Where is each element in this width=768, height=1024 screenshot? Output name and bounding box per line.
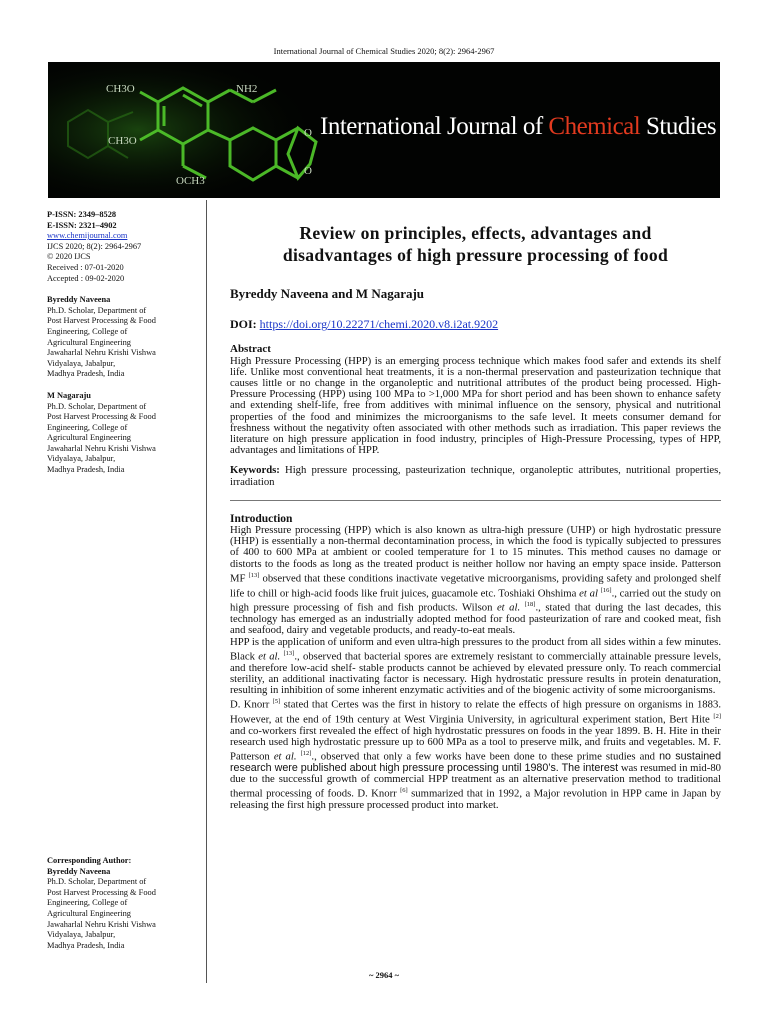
section-rule <box>230 500 721 501</box>
doi-link[interactable]: https://doi.org/10.22271/chemi.2020.v8.i2at.9202 <box>259 317 499 332</box>
molecule-label: OCH3 <box>176 175 205 187</box>
corresponding-author <box>47 856 197 951</box>
keywords: Keywords: High pressure processing, pasteurization technique, organoleptic attributes, nutritional properties, irradiation <box>230 464 721 488</box>
article-title: Review on principles, effects, advantages and disadvantages of high pressure processing of food <box>282 223 669 265</box>
abstract-text: High Pressure Processing (HPP) is an emerging process technique which makes food safer and extends its shelf life. Unlike most conventional heat treatments, it is a non-thermal preservation and pasteurization technique that causes little or no change in the organoleptic and nutritional attributes of the product being processed. High-Pressure Processing (HPP) using 100 MPa to >1,000 MPa for short period and has been shown to enhance safety and extending shelf-life, free from additives with minimal influence on the sensory, physical and nutritional properties of the food and minimizes the microorganisms to the safe level. It meets consumer demand for freshness without the negativity often associated with other methods such as irradiation. This paper reviews the literature on high pressure application in food industry, principles of High-Pressure Processing, types of HPP, advantages and limitations of HPP. <box>230 354 721 457</box>
p-issn: P-ISSN: 2349–8528 <box>47 210 117 219</box>
abstract-section <box>230 344 721 456</box>
doi: DOI: https://doi.org/10.22271/chemi.2020.v8.i2at.9202 <box>230 317 499 332</box>
page-number: ~ 2964 ~ <box>368 970 400 980</box>
journal-website-link[interactable]: www.chemijournal.com <box>47 231 128 241</box>
copyright: © 2020 IJCS <box>47 252 91 262</box>
molecule-label: NH2 <box>236 83 258 95</box>
article-info-sidebar <box>47 210 197 476</box>
molecule-label: O <box>304 127 312 139</box>
accepted-date: Accepted : 09-02-2020 <box>47 273 125 283</box>
column-divider <box>206 200 207 983</box>
introduction-heading: Introduction <box>230 512 293 525</box>
article-body <box>230 222 721 811</box>
corresponding-affiliation: Ph.D. Scholar, Department of Post Harvest Processing & Food Engineering, College of Agricultural Engineering Jawaharlal Nehru Krishi Vishwa Vidyalaya, Jabalpur, Madhya Pradesh, India <box>47 877 156 950</box>
issue-citation: IJCS 2020; 8(2): 2964-2967 <box>47 241 142 251</box>
author-name: Byreddy Naveena <box>47 295 111 305</box>
author-name: M Nagaraju <box>47 390 91 400</box>
intro-paragraph-3: D. Knorr [5] stated that Certes was the first in history to relate the effects of high pressure on organisms in 1883. However, at the end of 19th century at West Virginia University, in agricultural experiment station, Bert Hite [2] and co-workers first revealed the effect of high hydrostatic pressures on foods in the year 1899. B. H. Hite in their research used high hydrostatic pressure up to 600 MPa as a tool to preserve milk, and fruits and vegetables. M. F. Patterson et al. [12]., observed that only a few works have been done to these prime studies and no sustained research were published about high pressure processing until 1980’s. The interest was resumed in mid-80 due to the successful growth of commercial HPP treatment as an alternative preservation method to traditional thermal processing of foods. D. Knorr [6] summarized that in 1992, a Major revolution in HPP came in Japan by releasing the first high pressure processed product into market. <box>230 698 722 812</box>
intro-paragraph-1: High Pressure processing (HPP) which is also known as ultra-high pressure (UHP) or high hydrostatic pressure (HHP) is essentially a non-thermal decontamination process, in which the food is typically subjected to pressures of 400 to 600 MPa at ambient or cooled temperature for 1 to 15 minutes. This method causes no damage or distorts to the foods as long as the treated product is neither hollow nor having an empty space inside. Patterson MF [13] observed that these conditions inactivate vegetative microorganisms, providing safety and prolonged shelf life to chill or high-acid foods like fruit juices, guacamole etc. Toshiaki Ohshima et al [16]., carried out the study on high pressure processing of fish and fish products. Wilson et al. [18]., stated that during the last decades, this technology has emerged as an industrially adopted method for food pasteurization of rare and cooked meat, fish and seafood, dairy and vegetable products, and ready-to-eat meals. <box>230 524 722 637</box>
molecule-label: O <box>304 165 312 177</box>
abstract-heading: Abstract <box>230 343 271 356</box>
author-affiliation: Ph.D. Scholar, Department of Post Harvest Processing & Food Engineering, College of Agricultural Engineering Jawaharlal Nehru Krishi Vishwa Vidyalaya, Jabalpur, Madhya Pradesh, India <box>47 401 156 475</box>
intro-paragraph-2: HPP is the application of uniform and even ultra-high pressures to the product from all sides within a few minutes. Black et al. [13]., observed that bacterial spores are extremely resistant to commercially attainable pressure levels, and therefore low-acid shelf- stable products cannot be achieved by elevated pressure only. To reach commercial sterility, an additional inactivating factor is necessary. High hydrostatic pressure results in protein denaturation, resulting in inhibition of some inherent enzymatic activities and of the biogenic activity of some microorganisms. <box>230 635 721 696</box>
journal-title: International Journal of Chemical Studies <box>320 113 717 140</box>
journal-banner <box>48 62 720 198</box>
molecule-label: CH3O <box>106 83 135 95</box>
e-issn: E-ISSN: 2321–4902 <box>47 220 117 230</box>
corresponding-label: Corresponding Author: <box>47 856 132 865</box>
corresponding-name: Byreddy Naveena <box>47 866 111 876</box>
article-authors: Byreddy Naveena and M Nagaraju <box>230 286 425 301</box>
molecule-label: CH3O <box>108 135 137 147</box>
journal-citation-header: International Journal of Chemical Studies 2020; 8(2): 2964-2967 <box>273 46 495 56</box>
received-date: Received : 07-01-2020 <box>47 262 124 272</box>
author-affiliation: Ph.D. Scholar, Department of Post Harvest Processing & Food Engineering, College of Agricultural Engineering Jawaharlal Nehru Krishi Vishwa Vidyalaya, Jabalpur, Madhya Pradesh, India <box>47 305 156 379</box>
